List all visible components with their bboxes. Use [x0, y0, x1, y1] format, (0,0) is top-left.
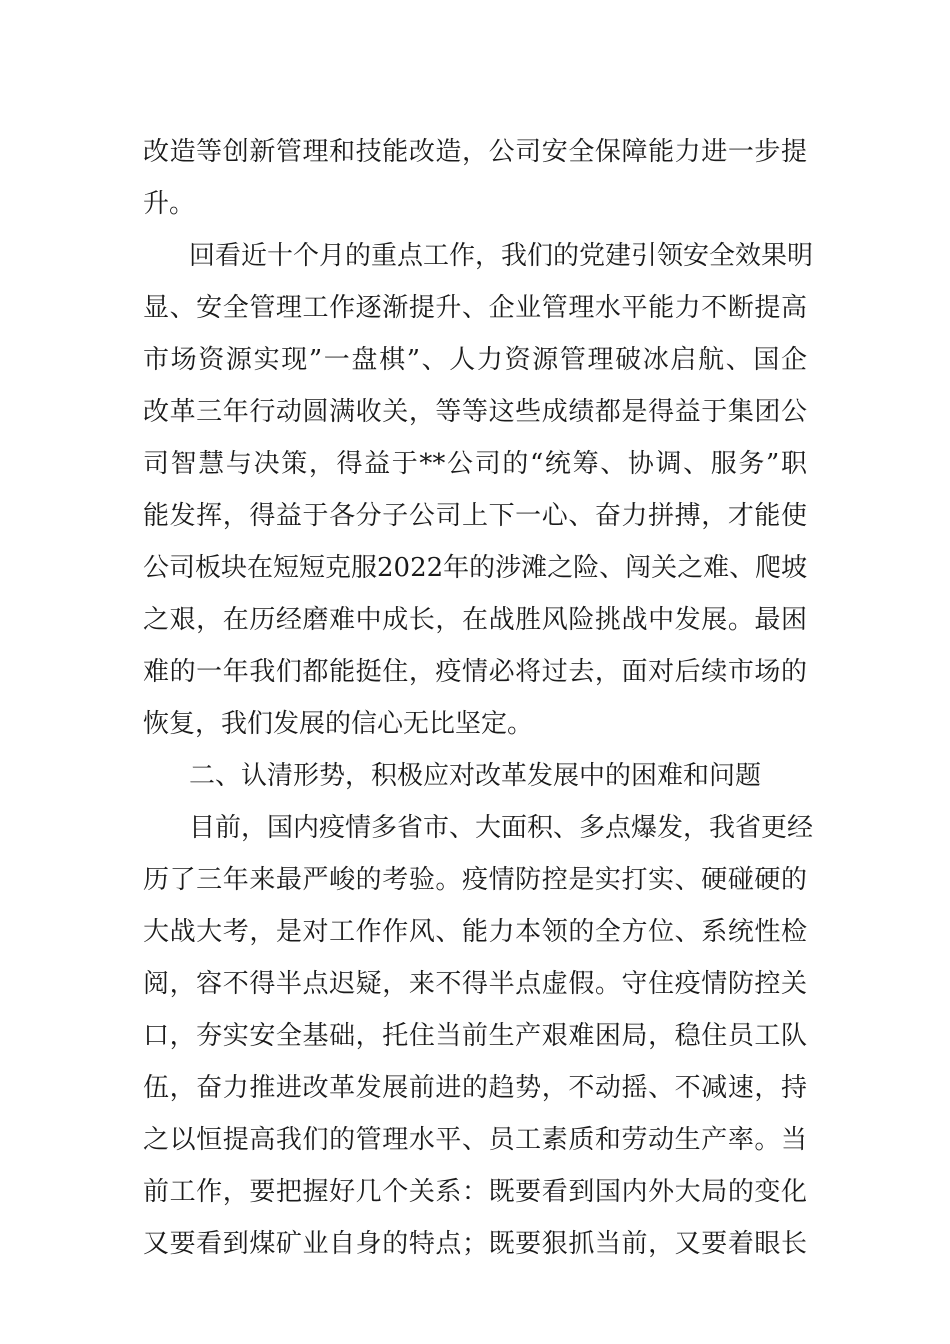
- text-line: 难的一年我们都能挺住，疫情必将过去，面对后续市场的: [143, 657, 807, 687]
- text-line: 伍，奋力推进改革发展前进的趋势，不动摇、不减速，持: [143, 1073, 807, 1103]
- text-line: 改造等创新管理和技能改造，公司安全保障能力进一步提: [143, 137, 807, 167]
- text-line: 恢复，我们发展的信心无比坚定。: [143, 709, 534, 739]
- text-line: 公司板块在短短克服2022年的涉滩之险、闯关之难、爬坡: [143, 553, 808, 583]
- text-line: 之艰，在历经磨难中成长，在战胜风险挑战中发展。最困: [143, 605, 807, 635]
- text-line: 阅，容不得半点迟疑，来不得半点虚假。守住疫情防控关: [143, 969, 807, 999]
- text-line: 口，夯实安全基础，托住当前生产艰难困局，稳住员工队: [143, 1021, 807, 1051]
- text-line: 大战大考，是对工作作风、能力本领的全方位、系统性检: [143, 917, 807, 947]
- text-line: 前工作，要把握好几个关系：既要看到国内外大局的变化: [143, 1177, 807, 1207]
- text-line: 改革三年行动圆满收关，等等这些成绩都是得益于集团公: [143, 397, 807, 427]
- text-line: 历了三年来最严峻的考验。疫情防控是实打实、硬碰硬的: [143, 865, 807, 895]
- text-line: 又要看到煤矿业自身的特点；既要狠抓当前，又要着眼长: [143, 1229, 807, 1259]
- section-heading: 二、认清形势，积极应对改革发展中的困难和问题: [189, 761, 762, 791]
- text-line: 司智慧与决策，得益于**公司的“统筹、协调、服务”职: [143, 449, 807, 479]
- text-line: 市场资源实现”一盘棋”、人力资源管理破冰启航、国企: [143, 345, 807, 375]
- text-line: 能发挥，得益于各分子公司上下一心、奋力拼搏，才能使: [143, 501, 807, 531]
- text-line: 回看近十个月的重点工作，我们的党建引领安全效果明: [189, 241, 814, 271]
- text-line: 升。: [143, 189, 196, 219]
- text-line: 显、安全管理工作逐渐提升、企业管理水平能力不断提高: [143, 293, 807, 323]
- text-line: 目前，国内疫情多省市、大面积、多点爆发，我省更经: [189, 813, 814, 843]
- text-line: 之以恒提高我们的管理水平、员工素质和劳动生产率。当: [143, 1125, 807, 1155]
